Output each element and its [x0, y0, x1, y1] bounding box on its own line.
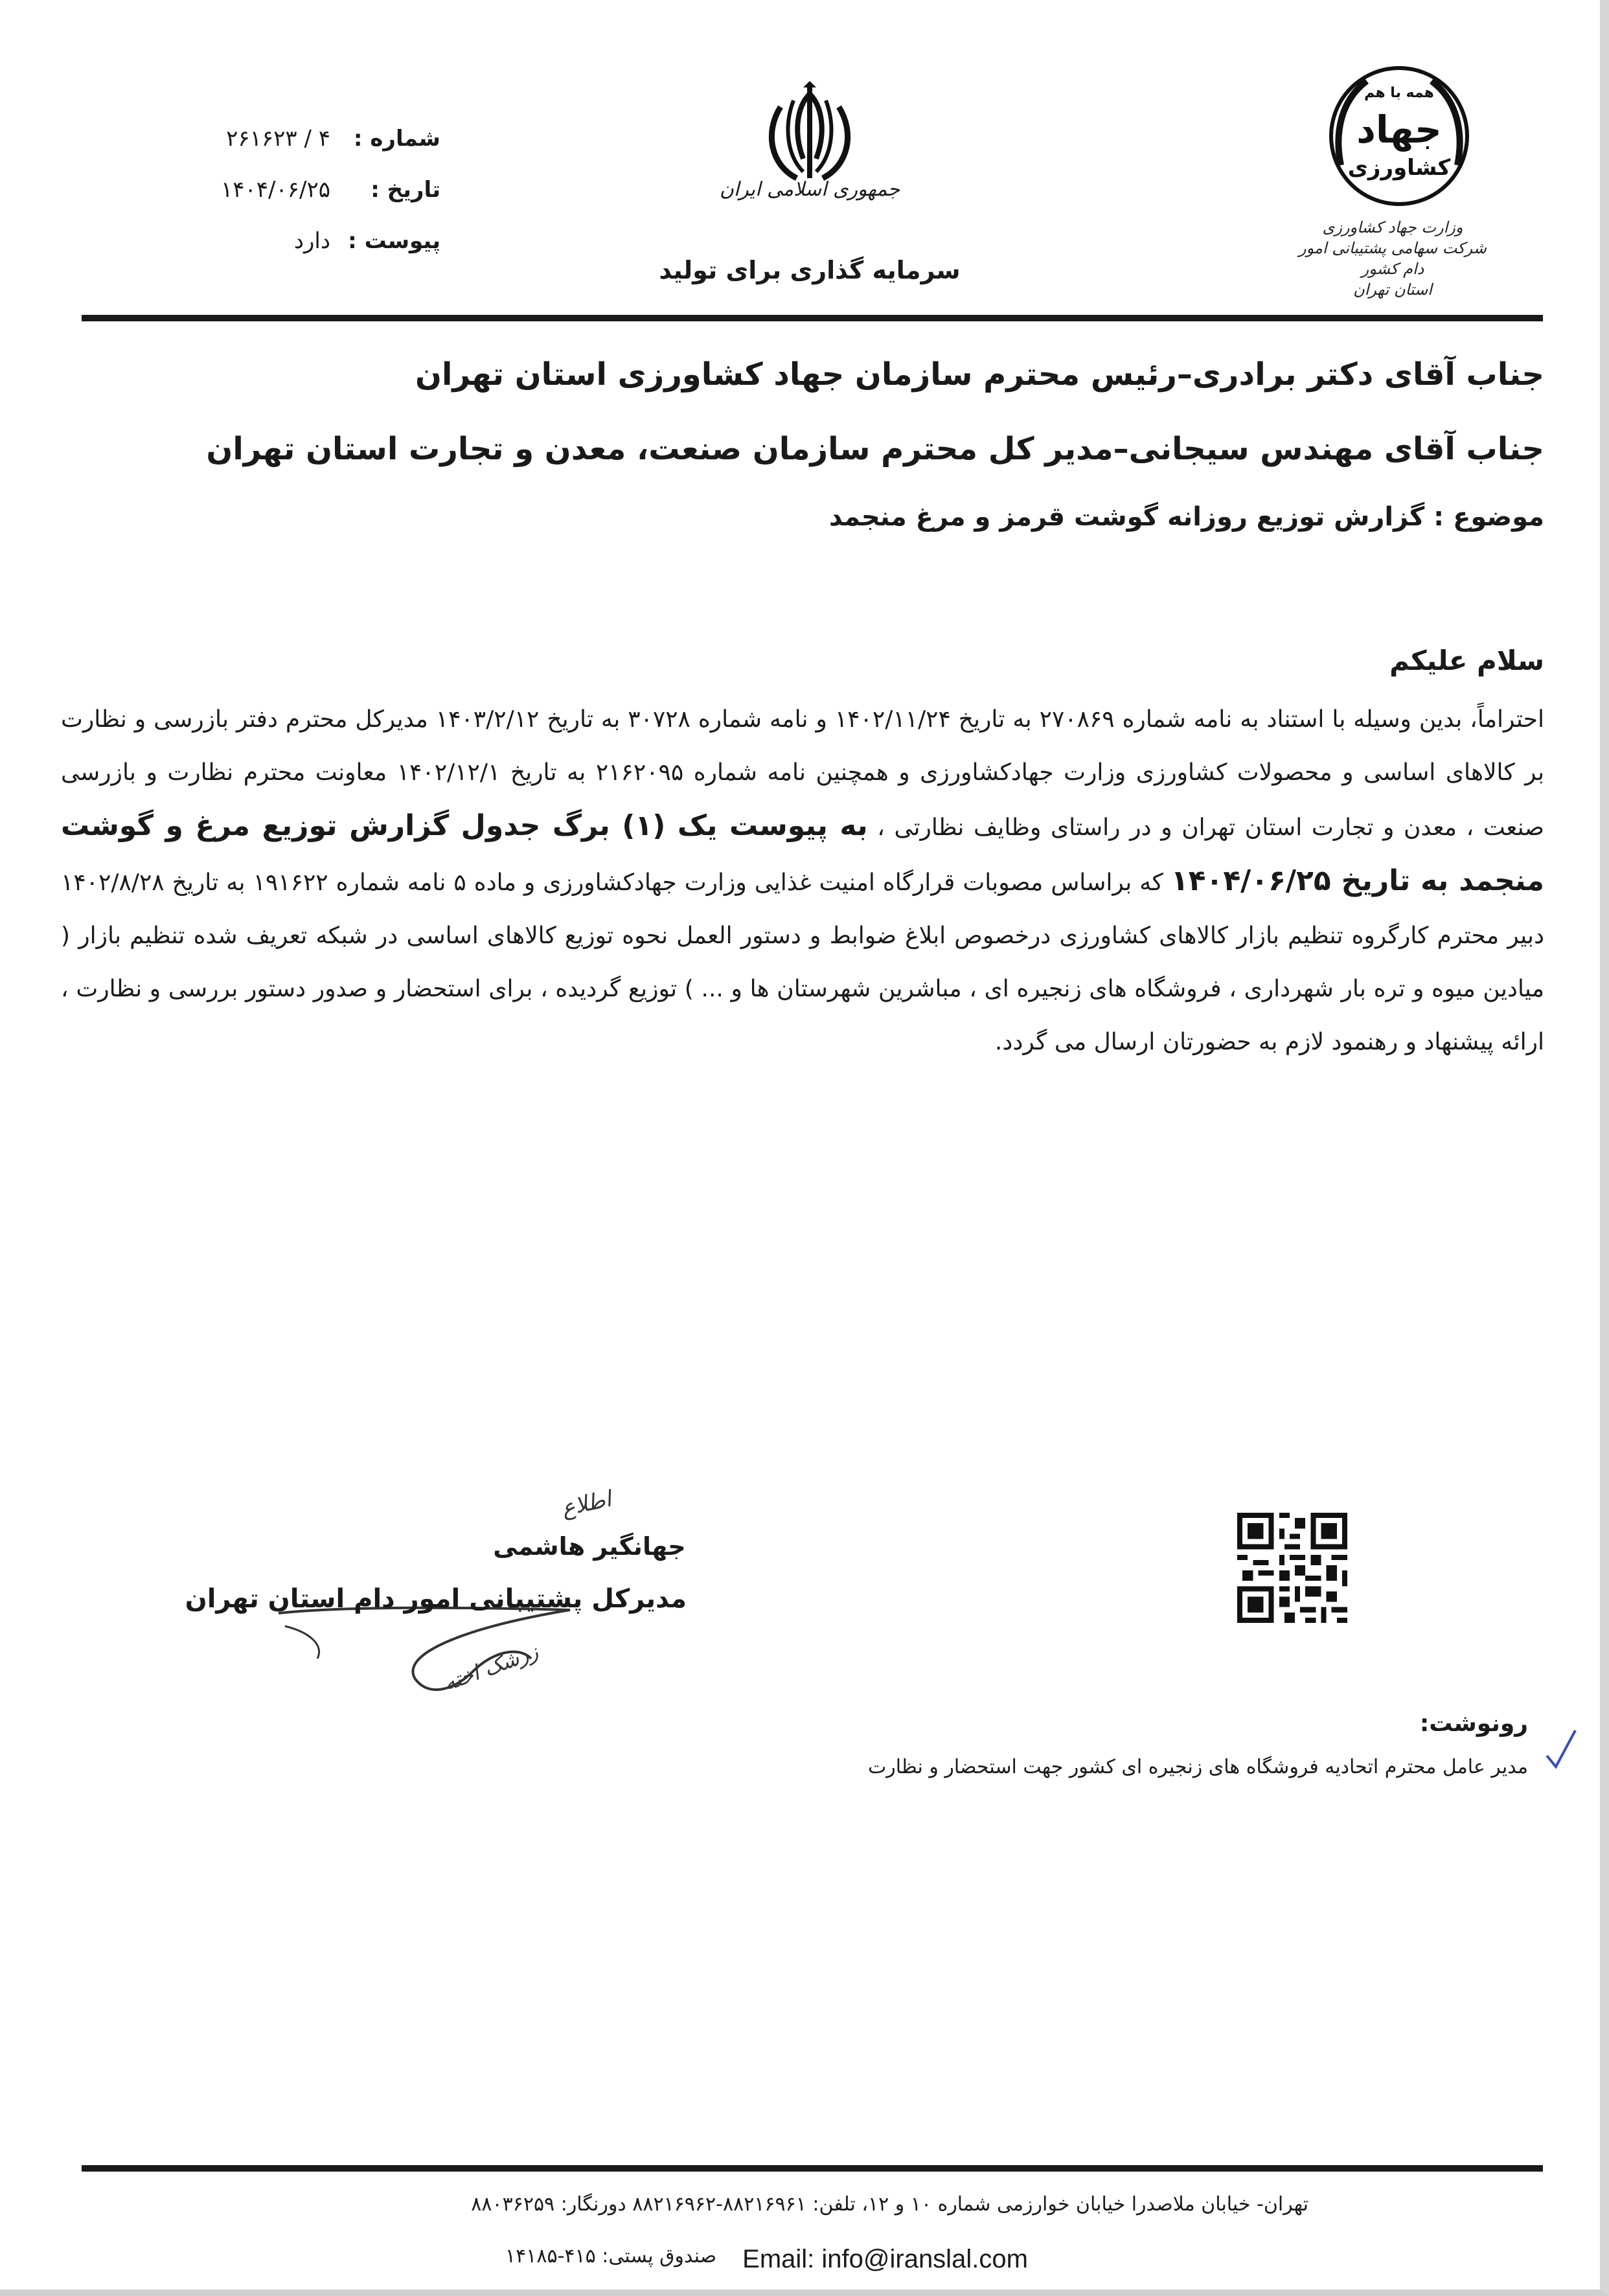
government-name: جمهوری اسلامی ایران [719, 178, 900, 201]
cc-item: مدیر عامل محترم اتحادیه فروشگاه های زنجیره ای کشور جهت استحضار و نظارت [867, 1756, 1528, 1778]
footer-email[interactable]: Email: info@iranslal.com [742, 2245, 1028, 2273]
ministry-line: وزارت جهاد کشاورزی [1322, 218, 1463, 236]
jahad-keshavarzi-logo [1315, 55, 1483, 217]
letter-meta [194, 113, 440, 267]
letter-date-value: ۱۴۰۴/۰۶/۲۵ [220, 177, 330, 203]
letter-date-row [194, 165, 440, 216]
body-text-bold: به پیوست یک (۱) برگ جدول گزارش توزیع مرغ و گوشت منجمد به تاریخ ۱۴۰۴/۰۶/۲۵ [61, 809, 1545, 897]
checkmark-icon [1542, 1727, 1580, 1772]
handwritten-note: اطلاع [559, 1486, 614, 1522]
footer-divider [82, 2165, 1543, 2172]
signatory-name: جهانگیر هاشمی [493, 1532, 686, 1561]
header-divider [82, 315, 1543, 321]
ministry-line: شرکت سهامی پشتیبانی امور دام کشور [1299, 239, 1487, 278]
footer-address: تهران- خیابان ملاصدرا خیابان خوارزمی شماره ۱۰ و ۱۲، تلفن: ۸۸۲۱۶۹۶۱-۸۸۲۱۶۹۶۲ دورنگار: ۸۸۰۳۶۲۵۹ [471, 2193, 1308, 2216]
logo-top-text: همه با هم [1364, 85, 1434, 101]
qr-code-icon [1237, 1513, 1347, 1623]
slogan: سرمایه گذاری برای تولید [659, 256, 961, 284]
greeting: سلام علیکم [1389, 645, 1544, 676]
letter-body [61, 693, 1544, 1069]
addressee-line-2: جناب آقای مهندس سیجانی–مدیر کل محترم سازمان صنعت، معدن و تجارت استان تهران [206, 431, 1544, 467]
logo-sub-text: کشاورزی [1347, 155, 1451, 181]
logo-main-text: جهاد [1356, 108, 1442, 152]
letter-number-row [194, 113, 440, 165]
footer-pobox: صندوق پستی: ۴۱۵-۱۴۱۸۵ [505, 2245, 717, 2267]
body-text-part-2: که براساس مصوبات قرارگاه امنیت غذایی وزارت جهادکشاورزی و ماده ۵ نامه شماره ۱۹۱۶۲۲ به تاریخ ۱۴۰۲/۸/۲۸ دبیر محترم کارگروه تنظیم بازار کالاهای کشاورزی درخصوص ابلاغ ضوابط و دستور العمل نحوه توزیع کالاهای اساسی در شبکه تعریف شده تنظیم بازار ( میادین میوه و تره بار شهرداری ، فروشگاه های زنجیره ای ، مباشرین شهرستان ها و ... ) توزیع گردیده ، برای استحضار و صدور دستور بررسی و نظارت ، ارائه پیشنهاد و رهنمود لازم به حضورتان ارسال می گردد. [61, 869, 1544, 1055]
footer-contact [505, 2245, 1088, 2274]
letter-number-label: شماره : [353, 126, 440, 152]
letter-attachment-row [194, 216, 440, 267]
body-text-part-1: احتراماً، بدین وسیله با استناد به نامه شماره ۲۷۰۸۶۹ به تاریخ ۱۴۰۲/۱۱/۲۴ و نامه شماره ۳۰۷۲۸ به تاریخ ۱۴۰۳/۲/۱۲ مدیرکل محترم دفتر بازرسی و نظارت بر کالاهای اساسی و محصولات کشاورزی وزارت جهادکشاورزی و همچنین نامه شماره ۲۱۶۲۰۹۵ به تاریخ ۱۴۰۲/۱۲/۱ معاونت محترم نظارت و بازرسی صنعت ، معدن و تجارت استان تهران و در راستای وظایف نظارتی ، [61, 706, 1545, 841]
letter-attachment-label: پیوست : [348, 228, 440, 254]
cc-title: رونوشت: [1419, 1710, 1528, 1737]
addressee-line-1: جناب آقای دکتر برادری–رئیس محترم سازمان جهاد کشاورزی استان تهران [415, 356, 1544, 393]
letter-subject: موضوع : گزارش توزیع روزانه گوشت قرمز و مرغ منجمد [828, 502, 1544, 532]
handwritten-signature-text: زرشک اخته [440, 1638, 542, 1696]
letter-attachment-value: دارد [293, 228, 330, 254]
signatory-title: مدیرکل پشتیبانی امور دام استان تهران [185, 1584, 687, 1614]
ministry-block [1295, 217, 1490, 300]
letter-number-value: ۴ / ۲۶۱۶۲۳ [226, 126, 330, 152]
ministry-line: استان تهران [1353, 281, 1432, 299]
letter-date-label: تاریخ : [371, 177, 440, 203]
